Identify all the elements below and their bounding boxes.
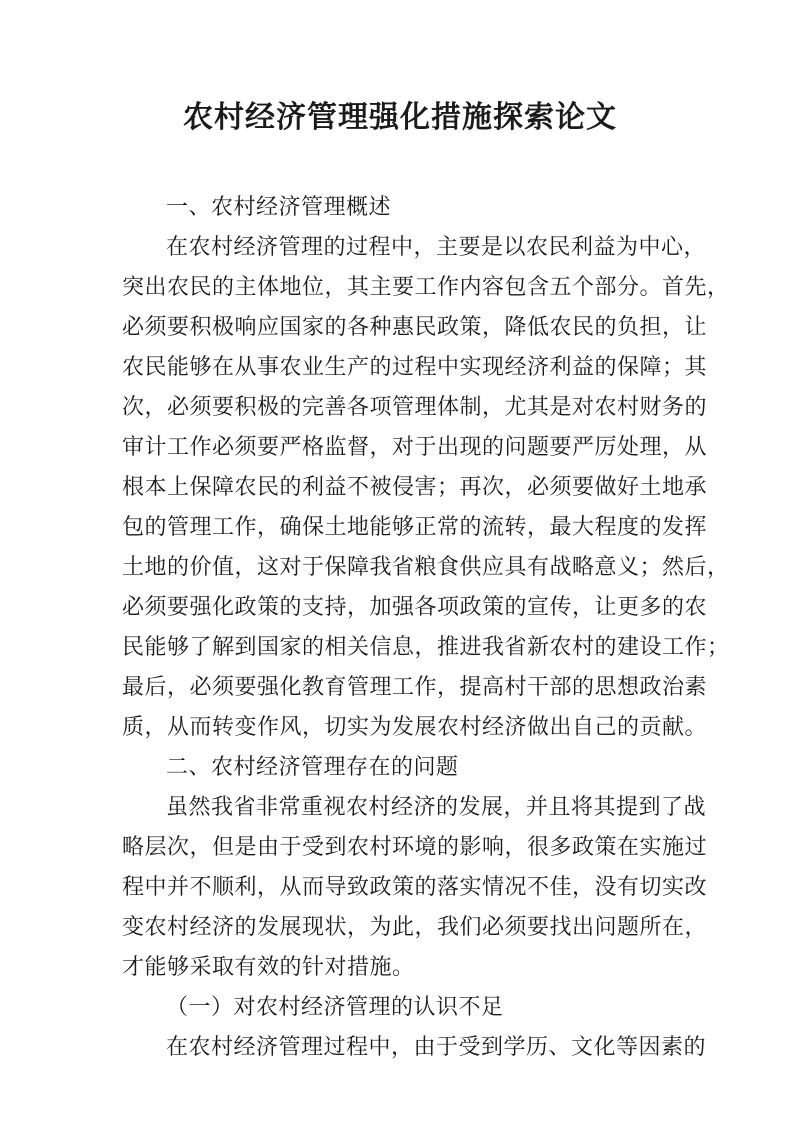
paragraph-line: 次，必须要积极的完善各项管理体制，尤其是对农村财务的	[122, 395, 708, 420]
subsection-heading: （一）对农村经济管理的认识不足	[166, 995, 504, 1020]
paragraph-line: 程中并不顺利，从而导致政策的落实情况不佳，没有切实改	[122, 875, 708, 900]
paragraph-line: 在农村经济管理的过程中，主要是以农民利益为中心，	[166, 235, 707, 260]
paragraph-line: 略层次，但是由于受到农村环境的影响，很多政策在实施过	[122, 835, 708, 860]
paragraph-line: 变农村经济的发展现状，为此，我们必须要找出问题所在，	[122, 915, 708, 940]
section-heading: 二、农村经济管理存在的问题	[166, 755, 459, 780]
paragraph-line: 在农村经济管理过程中，由于受到学历、文化等因素的	[166, 1035, 707, 1060]
paragraph-line: 必须要积极响应国家的各种惠民政策，降低农民的负担，让	[122, 315, 708, 340]
paragraph-line: 最后，必须要强化教育管理工作，提高村干部的思想政治素	[122, 675, 708, 700]
paragraph-line: 质，从而转变作风，切实为发展农村经济做出自己的贡献。	[122, 715, 708, 740]
paragraph-line: 根本上保障农民的利益不被侵害；再次，必须要做好土地承	[122, 475, 708, 500]
paragraph-line: 才能够采取有效的针对措施。	[122, 955, 415, 980]
paragraph-line: 突出农民的主体地位，其主要工作内容包含五个部分。首先，	[122, 275, 730, 300]
paragraph-line: 包的管理工作，确保土地能够正常的流转，最大程度的发挥	[122, 515, 708, 540]
section-heading: 一、农村经济管理概述	[166, 195, 392, 220]
paragraph-line: 审计工作必须要严格监督，对于出现的问题要严厉处理，从	[122, 435, 708, 460]
paragraph-line: 虽然我省非常重视农村经济的发展，并且将其提到了战	[166, 795, 707, 820]
paragraph-line: 土地的价值，这对于保障我省粮食供应具有战略意义；然后，	[122, 555, 730, 580]
document-body	[122, 188, 730, 1068]
paragraph-line: 农民能够在从事农业生产的过程中实现经济利益的保障；其	[122, 355, 708, 380]
paragraph-line: 民能够了解到国家的相关信息，推进我省新农村的建设工作；	[122, 635, 730, 660]
paragraph-line: 必须要强化政策的支持，加强各项政策的宣传，让更多的农	[122, 595, 708, 620]
document-title: 农村经济管理强化措施探索论文	[183, 100, 617, 135]
